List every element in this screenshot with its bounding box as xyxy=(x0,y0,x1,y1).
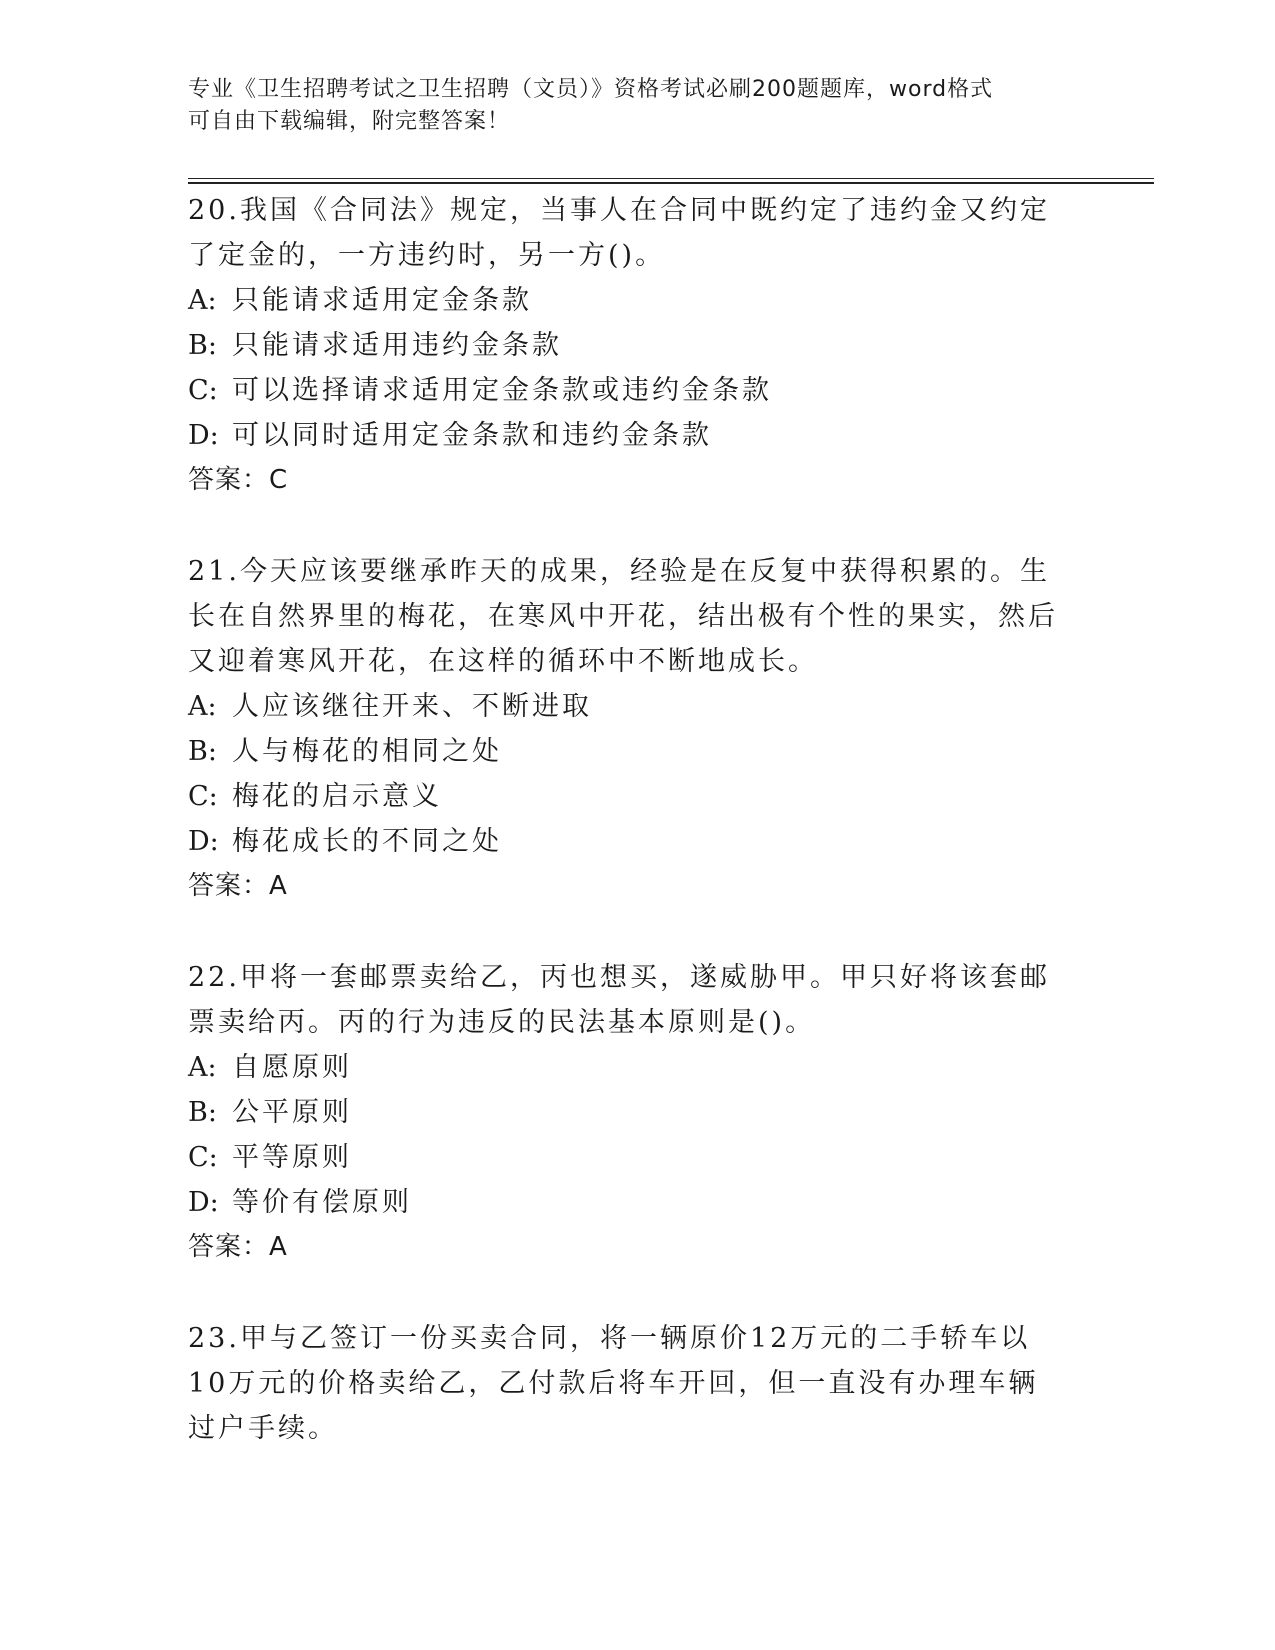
option-text: 可以选择请求适用定金条款或违约金条款 xyxy=(232,375,772,406)
option-label: A: xyxy=(188,285,217,316)
answer-line: 答案：A xyxy=(188,1232,288,1262)
option-label: C: xyxy=(188,781,218,812)
option-c xyxy=(188,774,1068,819)
option-label: A: xyxy=(188,691,217,722)
option-a xyxy=(188,1045,1068,1090)
question-22 xyxy=(188,955,1068,1270)
option-label: D: xyxy=(188,1187,219,1218)
header-line-2: 可自由下载编辑，附完整答案！ xyxy=(188,109,511,134)
option-label: D: xyxy=(188,420,219,451)
option-text: 人应该继往开来、不断进取 xyxy=(232,691,592,722)
option-text: 平等原则 xyxy=(232,1142,352,1173)
option-d xyxy=(188,819,1068,864)
header-line-1: 专业《卫生招聘考试之卫生招聘（文员）》资格考试必刷200题题库，word格式 xyxy=(188,77,994,102)
option-a xyxy=(188,278,1068,323)
option-b xyxy=(188,323,1068,368)
option-text: 梅花成长的不同之处 xyxy=(232,826,502,857)
document-header xyxy=(188,74,1068,138)
option-c xyxy=(188,1135,1068,1180)
option-text: 只能请求适用违约金条款 xyxy=(232,330,562,361)
option-a xyxy=(188,684,1068,729)
option-label: B: xyxy=(188,330,217,361)
option-label: C: xyxy=(188,1142,218,1173)
question-stem: 22.甲将一套邮票卖给乙，丙也想买，遂威胁甲。甲只好将该套邮票卖给丙。丙的行为违反的民法基本原则是()。 xyxy=(188,962,1050,1038)
header-divider-thick xyxy=(188,182,1154,184)
question-23 xyxy=(188,1316,1068,1451)
option-text: 只能请求适用定金条款 xyxy=(232,285,532,316)
option-text: 自愿原则 xyxy=(232,1052,352,1083)
option-label: B: xyxy=(188,1097,217,1128)
question-list xyxy=(188,188,1068,1497)
question-21 xyxy=(188,549,1068,909)
question-20 xyxy=(188,188,1068,503)
answer-line: 答案：A xyxy=(188,871,288,901)
option-d xyxy=(188,413,1068,458)
option-b xyxy=(188,1090,1068,1135)
question-stem: 23.甲与乙签订一份买卖合同，将一辆原价12万元的二手轿车以10万元的价格卖给乙，乙付款后将车开回，但一直没有办理车辆过户手续。 xyxy=(188,1323,1039,1444)
answer-line: 答案：C xyxy=(188,465,289,495)
question-stem: 20.我国《合同法》规定，当事人在合同中既约定了违约金又约定了定金的，一方违约时，另一方()。 xyxy=(188,195,1050,271)
option-d xyxy=(188,1180,1068,1225)
option-text: 人与梅花的相同之处 xyxy=(232,736,502,767)
question-stem: 21.今天应该要继承昨天的成果，经验是在反复中获得积累的。生长在自然界里的梅花，在寒风中开花，结出极有个性的果实，然后又迎着寒风开花，在这样的循环中不断地成长。 xyxy=(188,556,1058,677)
option-label: A: xyxy=(188,1052,217,1083)
option-label: B: xyxy=(188,736,217,767)
header-divider-thin xyxy=(188,178,1154,179)
option-text: 梅花的启示意义 xyxy=(232,781,442,812)
option-c xyxy=(188,368,1068,413)
option-b xyxy=(188,729,1068,774)
option-label: D: xyxy=(188,826,219,857)
option-text: 可以同时适用定金条款和违约金条款 xyxy=(232,420,712,451)
option-text: 公平原则 xyxy=(232,1097,352,1128)
option-text: 等价有偿原则 xyxy=(232,1187,412,1218)
option-label: C: xyxy=(188,375,218,406)
